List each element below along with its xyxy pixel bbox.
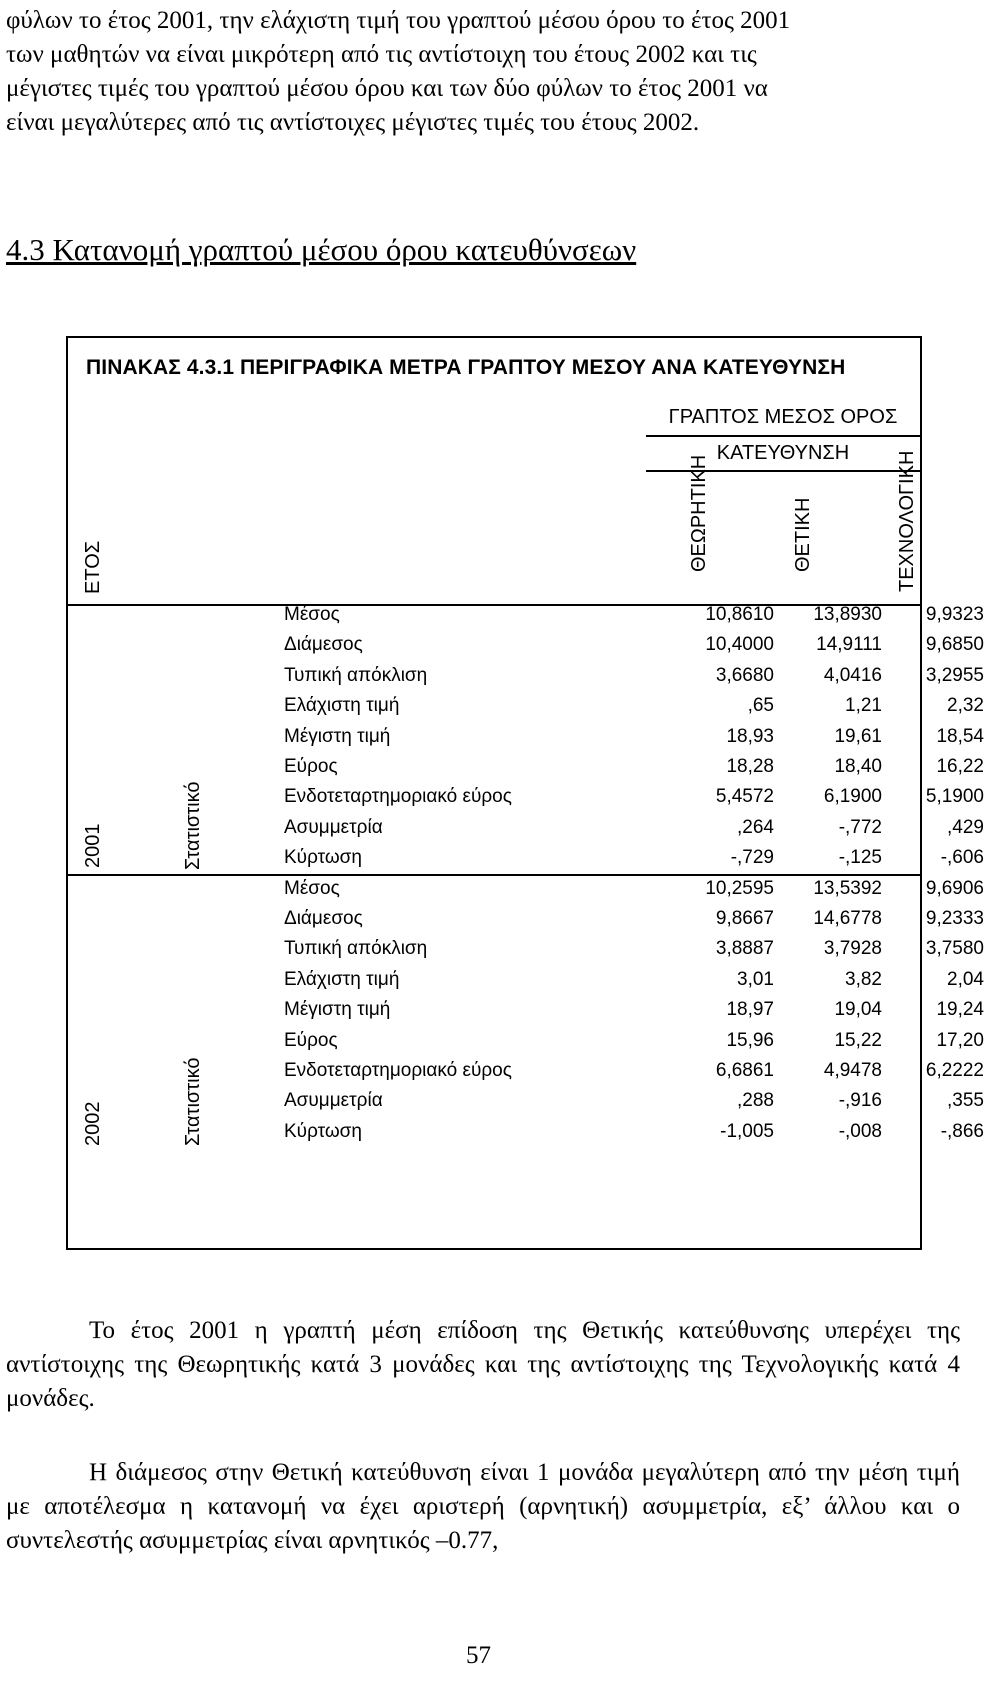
table-cell: 18,54 <box>936 726 984 747</box>
year-header: ΕΤΟΣ <box>82 540 104 594</box>
divider <box>646 435 922 437</box>
intro-line: των μαθητών να είναι μικρότερη από τις αντίστοιχη του έτους 2002 και τις <box>6 41 757 68</box>
row-label: Ασυμμετρία <box>284 817 383 838</box>
table-cell: 6,2222 <box>925 1060 984 1081</box>
table-cell: 9,6850 <box>925 634 984 655</box>
intro-line: μέγιστες τιμές του γραπτού μέσου όρου και των δύο φύλων το έτος 2001 να <box>6 75 768 102</box>
intro-line: είναι μεγαλύτερες από τις αντίστοιχες μέγιστες τιμές του έτους 2002. <box>6 109 700 136</box>
table-cell: 6,1900 <box>823 786 882 807</box>
table-cell: 18,28 <box>726 756 774 777</box>
table-cell: 9,9323 <box>925 604 984 625</box>
table-cell: 5,1900 <box>925 786 984 807</box>
row-label: Ενδοτεταρτημοριακό εύρος <box>284 786 512 807</box>
row-label: Ασυμμετρία <box>284 1090 383 1111</box>
table-cell: 9,8667 <box>715 908 774 929</box>
table-cell: 15,96 <box>726 1030 774 1051</box>
table-cell: 3,7928 <box>823 938 882 959</box>
row-label: Ελάχιστη τιμή <box>284 695 400 716</box>
table-cell: -,866 <box>940 1121 984 1142</box>
table-cell: 18,97 <box>726 999 774 1020</box>
table-cell: -,729 <box>730 847 774 868</box>
table-cell: 3,6680 <box>715 665 774 686</box>
table-cell: 2,32 <box>947 695 984 716</box>
paragraph-2: Η διάμεσος στην Θετική κατεύθυνση είναι 1 μονάδα μεγαλύτερη από την μέση τιμή με αποτέλεσμα η κατανομή να έχει αριστερή (αρνητική) ασυμμετρία, εξ’ άλλου και ο συντελεστής ασυμμετρίας είναι αρνητικός –0.77, <box>6 1459 960 1554</box>
group-header-direction: ΚΑΤΕΥΘΥΝΣΗ <box>716 442 850 464</box>
section-heading: 4.3 Κατανομή γραπτού μέσου όρου κατευθύνσεων <box>6 232 637 267</box>
row-label: Μέσος <box>284 878 340 899</box>
table-cell: 18,40 <box>834 756 882 777</box>
table-cell: 19,61 <box>834 726 882 747</box>
table-cell: 5,4572 <box>715 786 774 807</box>
row-label: Ενδοτεταρτημοριακό εύρος <box>284 1060 512 1081</box>
row-label: Κύρτωση <box>284 847 362 868</box>
stat-label-2001: Στατιστικό <box>182 781 204 870</box>
table-cell: 3,82 <box>845 969 882 990</box>
table-cell: ,288 <box>737 1090 774 1111</box>
table-cell: ,264 <box>737 817 774 838</box>
table-cell: 10,8610 <box>705 604 774 625</box>
intro-paragraph <box>6 4 960 174</box>
row-label: Τυπική απόκλιση <box>284 938 428 959</box>
table-cell: 19,04 <box>834 999 882 1020</box>
group-header-grade: ΓΡΑΠΤΟΣ ΜΕΣΟΣ ΟΡΟΣ <box>668 406 898 428</box>
column-header-theoretical: ΘΕΩΡΗΤΙΚΗ <box>688 454 710 572</box>
table-cell: 14,6778 <box>813 908 882 929</box>
table-cell: 16,22 <box>936 756 984 777</box>
row-label: Εύρος <box>284 756 338 777</box>
year-divider <box>68 874 922 876</box>
page-number: 57 <box>466 1642 491 1669</box>
table-cell: 13,5392 <box>813 878 882 899</box>
paragraph-1: Το έτος 2001 η γραπτή μέση επίδοση της Θετικής κατεύθυνσης υπερέχει της αντίστοιχης της Θεωρητικής κατά 3 μονάδες και της αντίστοιχης της Τεχνολογικής κατά 4 μονάδες. <box>6 1317 960 1412</box>
table-cell: 2,04 <box>947 969 984 990</box>
year-label-2001: 2001 <box>82 823 104 868</box>
table-cell: 9,6906 <box>925 878 984 899</box>
table-cell: 10,4000 <box>705 634 774 655</box>
table-cell: -,916 <box>838 1090 882 1111</box>
column-header-technological: ΤΕΧΝΟΛΟΓΙΚΗ <box>896 450 918 592</box>
row-label: Τυπική απόκλιση <box>284 665 428 686</box>
table-cell: 18,93 <box>726 726 774 747</box>
year-label-2002: 2002 <box>82 1101 104 1146</box>
table-cell: 1,21 <box>845 695 882 716</box>
table-cell: 3,2955 <box>925 665 984 686</box>
table-cell: 15,22 <box>834 1030 882 1051</box>
descriptive-stats-table <box>66 336 984 1250</box>
table-cell: 9,2333 <box>925 908 984 929</box>
table-cell: ,355 <box>947 1090 984 1111</box>
row-label: Μέσος <box>284 604 340 625</box>
table-cell: -,125 <box>838 847 882 868</box>
table-cell: 10,2595 <box>705 878 774 899</box>
row-label: Κύρτωση <box>284 1121 362 1142</box>
table-cell: 3,01 <box>737 969 774 990</box>
row-label: Διάμεσος <box>284 908 363 929</box>
table-cell: 17,20 <box>936 1030 984 1051</box>
table-cell: 6,6861 <box>715 1060 774 1081</box>
table-cell: 19,24 <box>936 999 984 1020</box>
table-cell: -1,005 <box>720 1121 774 1142</box>
stat-label-2002: Στατιστικό <box>182 1057 204 1146</box>
table-cell: 13,8930 <box>813 604 882 625</box>
row-label: Μέγιστη τιμή <box>284 999 391 1020</box>
table-cell: 4,0416 <box>823 665 882 686</box>
table-cell: ,429 <box>947 817 984 838</box>
table-cell: -,772 <box>838 817 882 838</box>
row-label: Μέγιστη τιμή <box>284 726 391 747</box>
intro-line: φύλων το έτος 2001, την ελάχιστη τιμή του γραπτού μέσου όρου το έτος 2001 <box>6 7 791 34</box>
table-cell: -,008 <box>838 1121 882 1142</box>
row-label: Διάμεσος <box>284 634 363 655</box>
table-cell: ,65 <box>747 695 774 716</box>
table-title: ΠΙΝΑΚΑΣ 4.3.1 ΠΕΡΙΓΡΑΦΙΚΑ ΜΕΤΡΑ ΓΡΑΠΤΟΥ ΜΕΣΟΥ ΑΝΑ ΚΑΤΕΥΘΥΝΣΗ <box>86 356 846 379</box>
table-cell: 3,7580 <box>925 938 984 959</box>
column-header-positive: ΘΕΤΙΚΗ <box>792 497 814 572</box>
table-cell: -,606 <box>940 847 984 868</box>
table-cell: 4,9478 <box>823 1060 882 1081</box>
row-label: Ελάχιστη τιμή <box>284 969 400 990</box>
table-cell: 14,9111 <box>816 634 882 655</box>
table-cell: 3,8887 <box>715 938 774 959</box>
row-label: Εύρος <box>284 1030 338 1051</box>
